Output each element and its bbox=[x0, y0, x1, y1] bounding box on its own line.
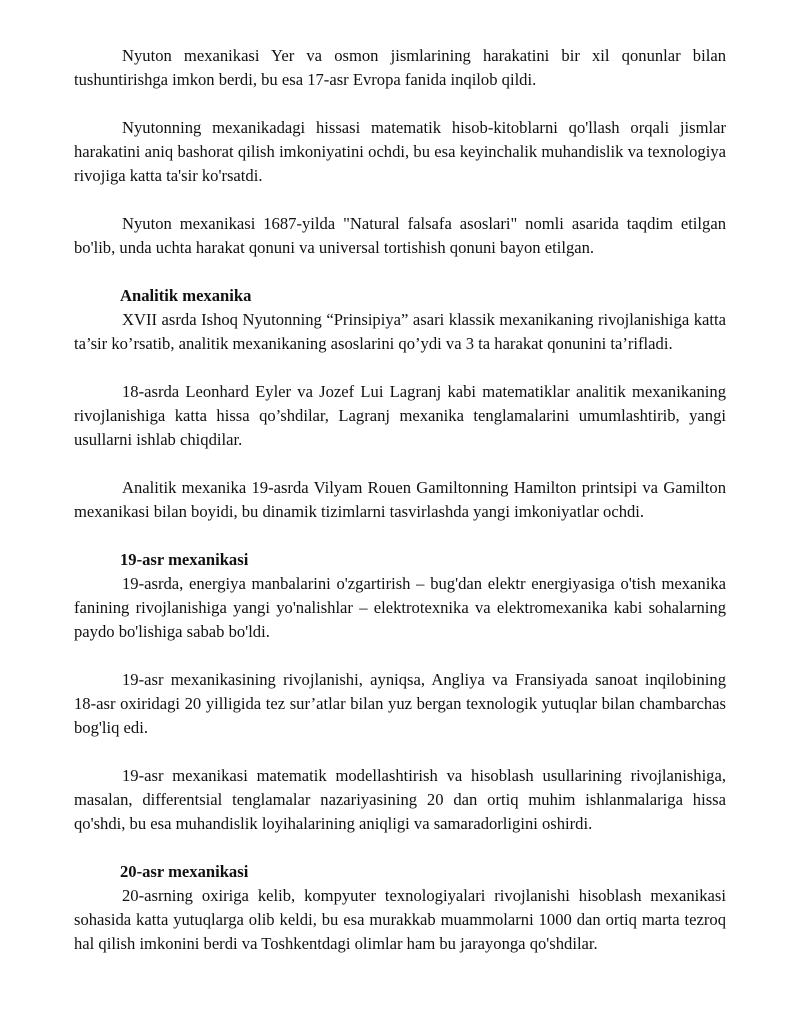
section-heading: Analitik mexanika bbox=[120, 286, 252, 305]
intro-paragraph-3: Nyuton mexanikasi 1687-yilda "Natural falsafa asoslari" nomli asarida taqdim etilgan bo'lib, unda uchta harakat qonuni va universal tortishish qonuni bayon etilgan. bbox=[74, 214, 726, 257]
section-paragraph: Analitik mexanika 19-asrda Vilyam Rouen Gamiltonning Hamilton printsipi va Gamilton mexanikasi bilan boyidi, bu dinamik tizimlarni tasvirlashda yangi imkoniyatlar ochdi. bbox=[74, 478, 726, 521]
intro-paragraph-2: Nyutonning mexanikadagi hissasi matematik hisob-kitoblarni qo'llash orqali jismlar harakatini aniq bashorat qilish imkoniyatini ochdi, bu esa keyinchalik muhandislik va texnologiya rivojiga katta ta'sir ko'rsatdi. bbox=[74, 118, 726, 185]
document-page bbox=[74, 44, 726, 956]
section-paragraph: 18-asrda Leonhard Eyler va Jozef Lui Lagranj kabi matematiklar analitik mexanikaning rivojlanishiga katta hissa qo’shdilar, Lagranj mexanika tenglamalarini umumlashtirib, yangi usullarni ishlab chiqdilar. bbox=[74, 382, 726, 449]
section-paragraph: XVII asrda Ishoq Nyutonning “Prinsipiya” asari klassik mexanikaning rivojlanishiga katta ta’sir ko’rsatib, analitik mexanikaning asoslarini qo’ydi va 3 ta harakat qonunini ta’rifladi. bbox=[74, 310, 726, 353]
section-paragraph: 19-asrda, energiya manbalarini o'zgartirish – bug'dan elektr energiyasiga o'tish mexanika fanining rivojlanishiga yangi yo'nalishlar – elektrotexnika va elektromexanika kabi sohalarning paydo bo'lishiga sabab bo'ldi. bbox=[74, 574, 726, 641]
section-paragraph: 20-asrning oxiriga kelib, kompyuter texnologiyalari rivojlanishi hisoblash mexanikasi sohasida katta yutuqlarga olib keldi, bu esa murakkab muammolarni 1000 dan ortiq marta tezroq hal qilish imkonini berdi va Toshkentdagi olimlar ham bu jarayonga qo'shdilar. bbox=[74, 886, 726, 953]
section-paragraph: 19-asr mexanikasining rivojlanishi, ayniqsa, Angliya va Fransiyada sanoat inqilobining 18-asr oxiridagi 20 yilligida tez sur’atlar bilan yuz bergan texnologik yutuqlar bilan chambarchas bog'liq edi. bbox=[74, 670, 726, 737]
section-heading: 20-asr mexanikasi bbox=[120, 862, 249, 881]
section-analitik-mexanika bbox=[74, 284, 726, 524]
intro-paragraph-1: Nyuton mexanikasi Yer va osmon jismlarining harakatini bir xil qonunlar bilan tushuntirishga imkon berdi, bu esa 17-asr Evropa fanida inqilob qildi. bbox=[74, 46, 726, 89]
section-paragraph: 19-asr mexanikasi matematik modellashtirish va hisoblash usullarining rivojlanishiga, masalan, differentsial tenglamalar nazariyasining 20 dan ortiq muhim ishlanmalariga hissa qo'shdi, bu esa muhandislik loyihalarining aniqligi va samaradorligini oshirdi. bbox=[74, 766, 726, 833]
section-19-asr-mexanikasi bbox=[74, 548, 726, 836]
section-heading: 19-asr mexanikasi bbox=[120, 550, 249, 569]
section-20-asr-mexanikasi bbox=[74, 860, 726, 956]
